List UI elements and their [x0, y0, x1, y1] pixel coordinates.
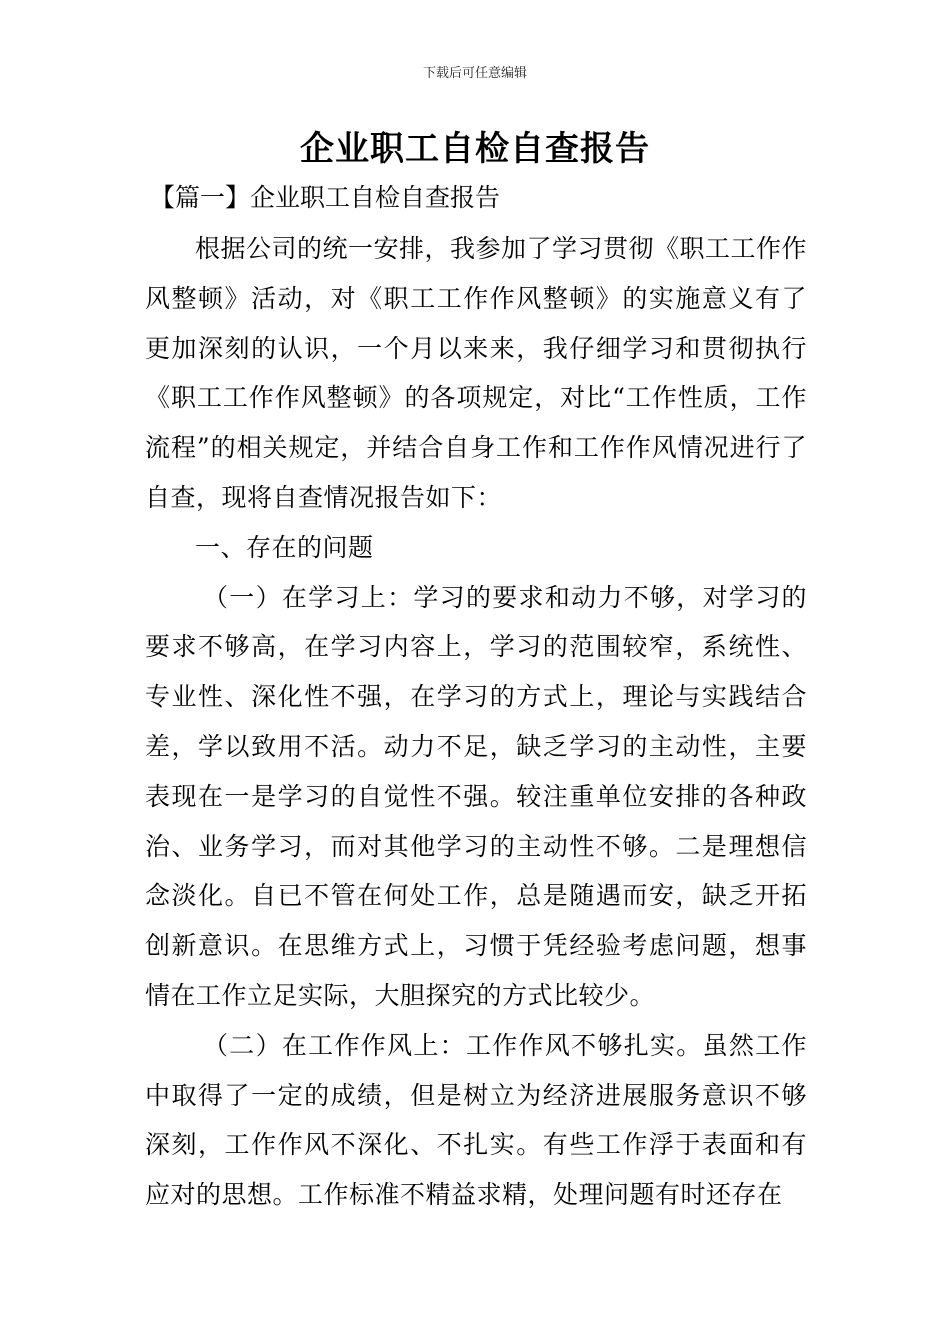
- document-body: [145, 224, 807, 1220]
- paragraph-work-style: （二）在工作作风上：工作作风不够扎实。虽然工作中取得了一定的成绩，但是树立为经济进展服务意识不够深刻，工作作风不深化、不扎实。有些工作浮于表面和有应对的思想。工作标准不精益求精，处理问题有时还存在: [145, 1030, 807, 1210]
- page-header: 下载后可任意编辑: [422, 66, 527, 81]
- paragraph-study: （一）在学习上：学习的要求和动力不够，对学习的要求不够高，在学习内容上，学习的范围较窄，系统性、专业性、深化性不强，在学习的方式上，理论与实践结合差，学以致用不活。动力不足，缺乏学习的主动性，主要表现在一是学习的自觉性不强。较注重单位安排的各种政治、业务学习，而对其他学习的主动性不够。二是理想信念淡化。自已不管在何处工作，总是随遇而安，缺乏开拓创新意识。在思维方式上，习惯于凭经验考虑问题，想事情在工作立足实际，大胆探究的方式比较少。: [145, 582, 807, 1010]
- section-heading-problems: 一、存在的问题: [195, 532, 374, 562]
- document-title: 企业职工自检自查报告: [300, 129, 650, 169]
- section-subtitle: 【篇一】企业职工自检自查报告: [150, 183, 501, 212]
- paragraph-intro: 根据公司的统一安排，我参加了学习贯彻《职工工作作风整顿》活动，对《职工工作作风整顿》的实施意义有了更加深刻的认识，一个月以来来，我仔细学习和贯彻执行《职工工作作风整顿》的各项规定，对比“工作性质，工作流程”的相关规定，并结合自身工作和工作作风情况进行了自查，现将自查情况报告如下：: [145, 234, 808, 512]
